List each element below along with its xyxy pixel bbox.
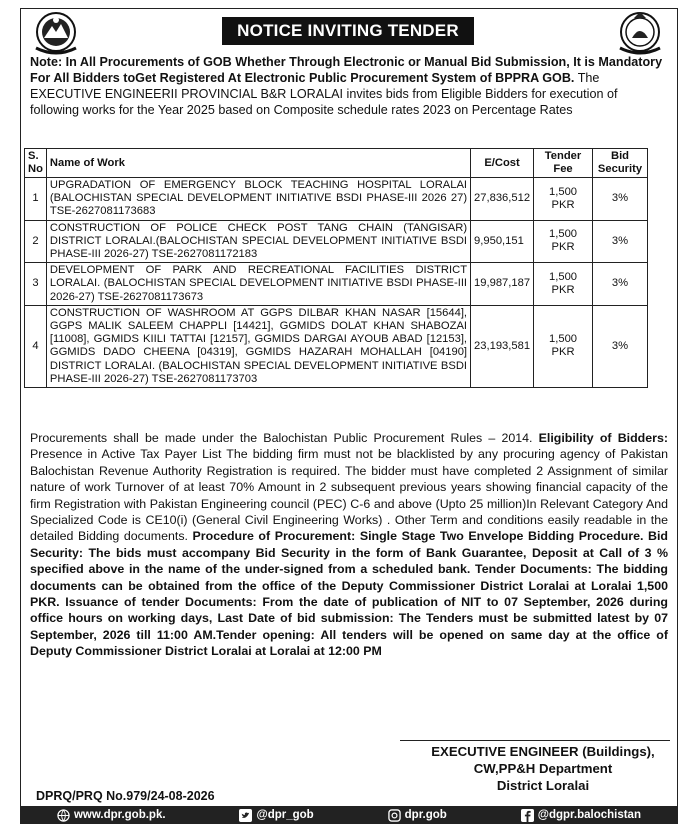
balochistan-emblem-icon: [30, 10, 82, 58]
row-bid-security: 3%: [593, 220, 648, 263]
row-bid-security: 3%: [593, 178, 648, 221]
row-sno: 1: [25, 178, 47, 221]
conditions-rules: Procurements shall be made under the Balochistan Public Procurement Rules – 2014.: [30, 431, 539, 445]
signature-title: EXECUTIVE ENGINEER (Buildings),: [431, 744, 655, 759]
intro-note: [30, 54, 668, 118]
row-bid-security: 3%: [593, 263, 648, 306]
header-sno: S. No: [25, 149, 47, 178]
footer-facebook[interactable]: [521, 809, 641, 822]
row-bid-security: 3%: [593, 305, 648, 387]
footer-bar: [20, 806, 678, 824]
row-ecost: 9,950,151: [471, 220, 534, 263]
row-tender-fee: 1,500 PKR: [534, 305, 593, 387]
works-table-header: [25, 149, 648, 178]
row-name-of-work: UPGRADATION OF EMERGENCY BLOCK TEACHING HOSPITAL LORALAI (BALOCHISTAN SPECIAL DEVELOPMENT INITIATIVE BSDI PHASE-III 2026 27) TSE-2627081173683: [46, 178, 470, 221]
footer-twitter-text: @dpr_gob: [256, 809, 314, 821]
notice-frame: [20, 8, 678, 811]
table-row: [25, 305, 648, 387]
works-table: [24, 148, 648, 388]
row-tender-fee: 1,500 PKR: [534, 263, 593, 306]
row-ecost: 27,836,512: [471, 178, 534, 221]
row-ecost: 19,987,187: [471, 263, 534, 306]
footer-website[interactable]: [57, 809, 166, 822]
tender-conditions: [30, 430, 668, 660]
row-sno: 4: [25, 305, 47, 387]
row-ecost: 23,193,581: [471, 305, 534, 387]
table-row: [25, 263, 648, 306]
conditions-eligibility-heading: Eligibility of Bidders:: [538, 431, 668, 445]
row-sno: 3: [25, 263, 47, 306]
balochistan-emblem-icon: [614, 10, 666, 58]
header-bid-security: Bid Security: [593, 149, 648, 178]
instagram-icon: [388, 809, 401, 822]
globe-icon: [57, 809, 70, 822]
row-tender-fee: 1,500 PKR: [534, 178, 593, 221]
footer-instagram-text: dpr.gob: [404, 809, 447, 821]
table-row: [25, 178, 648, 221]
header-tender-fee: Tender Fee: [534, 149, 593, 178]
signature-district: District Loralai: [496, 778, 590, 793]
row-name-of-work: CONSTRUCTION OF WASHROOM AT GGPS DILBAR KHAN NASAR [15644], GGPS MALIK SALEEM CHAPPLI [14421], GGMIDS DOLAT KHAN SHABOZAI [11008], GGMIDS KIILI TATTAI [12157], GGMIDS DARGAI AYOUB ABAD [12153], GGMIDS DADO CHEENA [04319], GGMIDS HAZARAH MOHALLAH [04190] DISTRICT LORALAI. (BALOCHISTAN SPECIAL DEVELOPMENT INITIATIVE BSDI PHASE-III 2026-27) TSE-2627081173703: [46, 305, 470, 387]
intro-note-bold: Note: In All Procurements of GOB Whether Through Electronic or Manual Bid Submission, It is Mandatory For All Bidders toGet Registered At Electronic Public Procurement System of BPPRA GOB.: [30, 55, 663, 85]
conditions-eligibility-text: Presence in Active Tax Payer List The bidding firm must not be blacklisted by any procuring agency of Pakistan Balochistan Revenue Authority Registration is required. The bidder must have completed 2 Assignment of similar nature of work Turnover of at least 70% Amount in 2 subsequent previous years showing financial capacity of the firm Registration with Pakistan Engineering council (PEC) C-6 and above (Upto 25 million)In Relevant Category And Specialized Code is CE10(i) (General Civil Engineering Works) . Other Term and conditions easily readable in the detailed Bidding documents.: [30, 447, 668, 544]
notice-title: NOTICE INVITING TENDER: [222, 17, 474, 45]
facebook-icon: [521, 809, 534, 822]
footer-twitter[interactable]: [239, 809, 313, 822]
intro-note-text: The EXECUTIVE ENGINEERII PROVINCIAL B&R LORALAI invites bids from Eligible Bidders for execution of following works for the Year 2025 based on Composite schedule rates 2023 on Percentage Rates: [30, 71, 618, 117]
dpr-reference: DPRQ/PRQ No.979/24-08-2026: [36, 789, 215, 803]
signature-divider: [400, 740, 670, 741]
row-sno: 2: [25, 220, 47, 263]
footer-instagram[interactable]: [388, 809, 447, 822]
header-ecost: E/Cost: [471, 149, 534, 178]
table-row: [25, 220, 648, 263]
footer-facebook-text: @dgpr.balochistan: [537, 809, 641, 821]
footer-website-text: www.dpr.gob.pk.: [73, 809, 166, 821]
row-name-of-work: CONSTRUCTION OF POLICE CHECK POST TANG CHAIN (TANGISAR) DISTRICT LORALAI.(BALOCHISTAN SPECIAL DEVELOPMENT INITIATIVE BSDI PHASE-III 2026-27) TSE-2627081172183: [46, 220, 470, 263]
header-name-of-work: Name of Work: [46, 149, 470, 178]
row-tender-fee: 1,500 PKR: [534, 220, 593, 263]
row-name-of-work: DEVELOPMENT OF PARK AND RECREATIONAL FACILITIES DISTRICT LORALAI. (BALOCHISTAN SPECIAL DEVELOPMENT INITIATIVE BSDI PHASE-III 2026-27) TSE-2627081173673: [46, 263, 470, 306]
signature-block: [428, 743, 658, 794]
twitter-icon: [239, 809, 252, 822]
signature-department: CW,PP&H Department: [473, 761, 613, 776]
conditions-procedure: Procedure of Procurement: Single Stage Two Envelope Bidding Procedure. Bid Security: The bids must accompany Bid Security in the form of Bank Guarantee, Deposit at Call of 3 % specified above in the name of the under-signed from a scheduled bank. Tender Documents: The bidding documents can be obtained from the office of the Deputy Commissioner District Loralai at Loralai 1,500 PKR. Issuance of tender Documents: From the date of publication of NIT to 07 September, 2026 during office hours on working days, Last Date of bid submission: The Tenders must be submitted latest by 07 September, 2026 till 11:00 AM.Tender opening: All tenders will be opened on same day at the office of Deputy Commissioner District Loralai at Loralai at 12:00 PM: [30, 529, 668, 659]
